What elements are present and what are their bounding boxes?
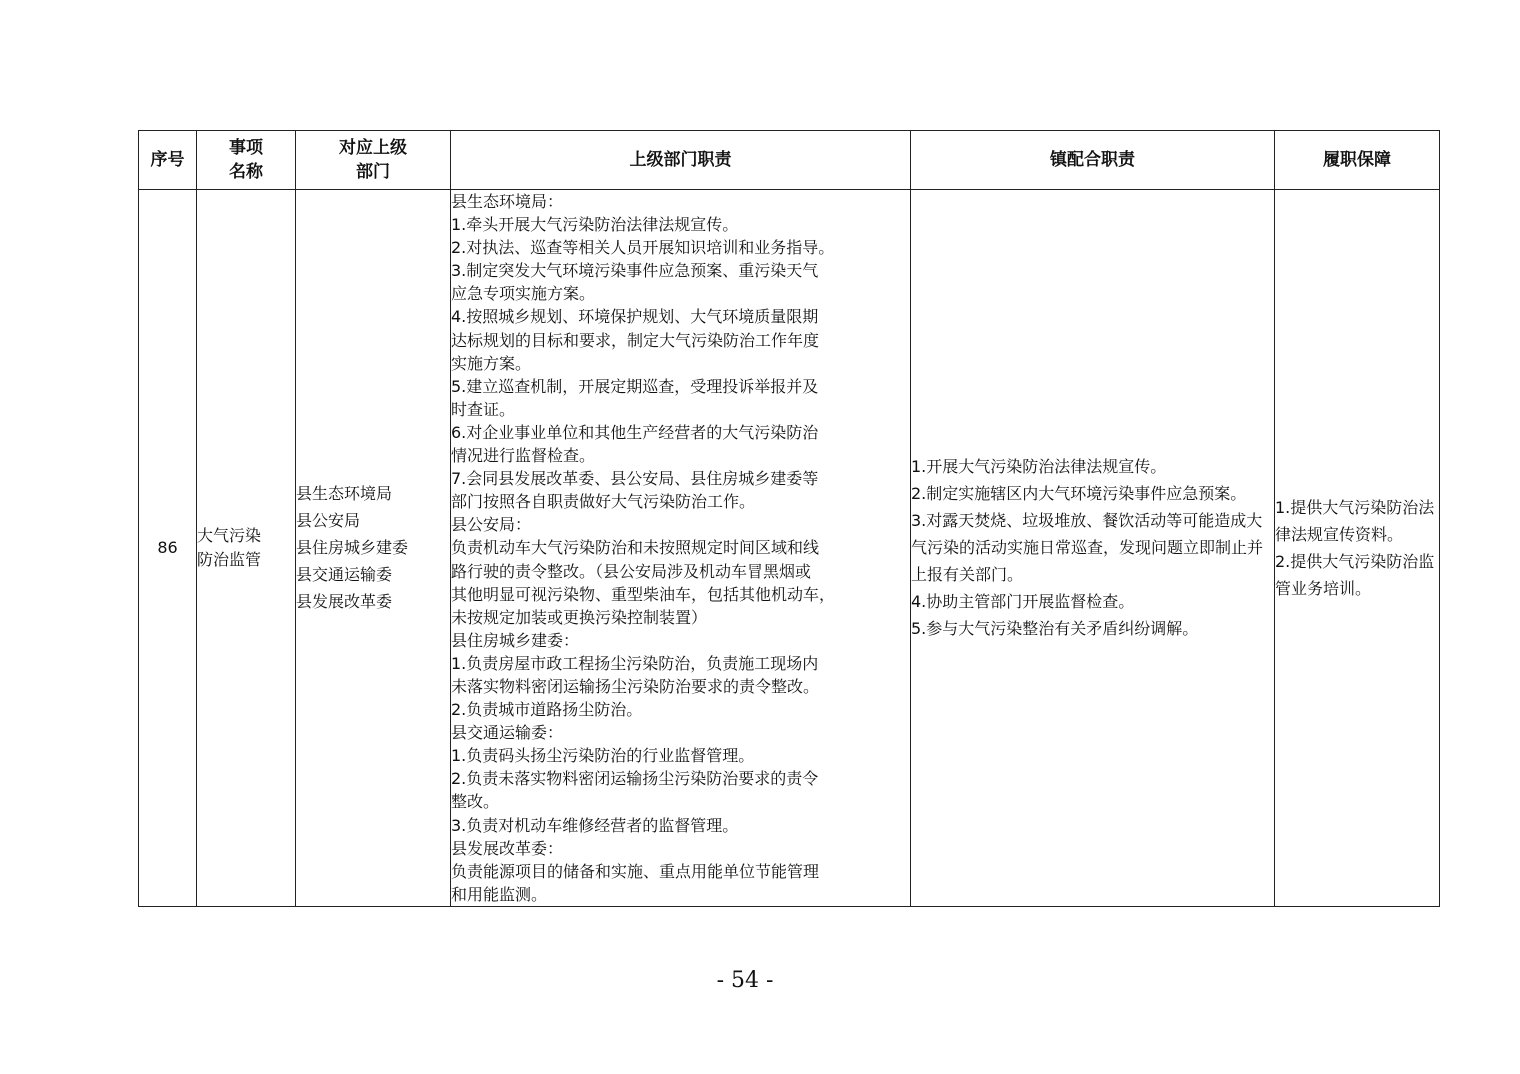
- duty-line: 1.负责码头扬尘污染防治的行业监督管理。: [451, 746, 755, 766]
- duty-line: 路行驶的责令整改。（县公安局涉及机动车冒黑烟或: [451, 561, 812, 581]
- duty-line: 7.会同县发展改革委、县公安局、县住房城乡建委等: [451, 469, 819, 489]
- town-duty-item: 2.制定实施辖区内大气环境污染事件应急预案。: [911, 484, 1247, 504]
- duty-line: 6.对企业事业单位和其他生产经营者的大气污染防治: [451, 422, 819, 442]
- department-line: 县发展改革委: [296, 592, 393, 612]
- header-guarantee: 履职保障: [1275, 131, 1440, 190]
- duty-line: 县交通运输委：: [451, 723, 564, 743]
- duty-table: [138, 130, 1440, 907]
- duty-line: 3.负责对机动车维修经营者的监督管理。: [451, 815, 739, 835]
- header-superior-dept: [296, 131, 451, 190]
- duty-line: 部门按照各自职责做好大气污染防治工作。: [451, 492, 756, 512]
- guarantee-item: 2.提供大气污染防治监管业务培训。: [1275, 551, 1435, 598]
- duty-line: 2.对执法、巡查等相关人员开展知识培训和业务指导。: [451, 238, 835, 258]
- header-seq: 序号: [139, 131, 197, 190]
- duty-line: 县住房城乡建委：: [451, 630, 580, 650]
- duty-line: 1.牵头开展大气污染防治法律法规宣传。: [451, 215, 739, 235]
- duty-line: 时查证。: [451, 399, 516, 419]
- duty-line: 4.按照城乡规划、环境保护规划、大气环境质量限期: [451, 307, 819, 327]
- duty-line: 县发展改革委：: [451, 838, 564, 858]
- duty-line: 2.负责城市道路扬尘防治。: [451, 700, 643, 720]
- duty-line: 负责能源项目的储备和实施、重点用能单位节能管理: [451, 861, 820, 881]
- item-name-line: 大气污染: [197, 525, 262, 545]
- duty-line: 负责机动车大气污染防治和未按照规定时间区域和线: [451, 538, 820, 558]
- item-name-line: 防治监管: [197, 549, 262, 569]
- header-superior-dept-line: 部门: [356, 162, 390, 182]
- header-row: [139, 131, 1440, 190]
- department-line: 县生态环境局: [296, 484, 393, 504]
- department-line: 县公安局: [296, 511, 361, 531]
- table-row: [139, 190, 1440, 907]
- departments-cell: [296, 190, 451, 907]
- header-superior-duties: 上级部门职责: [451, 131, 911, 190]
- header-town-duties: 镇配合职责: [911, 131, 1275, 190]
- duty-line: 县生态环境局：: [451, 192, 564, 211]
- town-duty-item: 3.对露天焚烧、垃圾堆放、餐饮活动等可能造成大气污染的活动实施日常巡查，发现问题立即制止并上报有关部门。: [911, 511, 1264, 585]
- duty-line: 2.负责未落实物料密闭运输扬尘污染防治要求的责令: [451, 769, 819, 789]
- town-duty-item: 5.参与大气污染整治有关矛盾纠纷调解。: [911, 619, 1199, 639]
- duty-line: 未按规定加装或更换污染控制装置）: [451, 607, 708, 627]
- town-duty-item: 4.协助主管部门开展监督检查。: [911, 592, 1135, 612]
- guarantee-item: 1.提供大气污染防治法律法规宣传资料。: [1275, 497, 1435, 544]
- superior-duties-cell: [451, 190, 911, 907]
- duty-line: 其他明显可视污染物、重型柴油车，包括其他机动车，: [451, 584, 836, 604]
- duty-line: 应急专项实施方案。: [451, 284, 596, 304]
- duty-line: 县公安局：: [451, 515, 532, 535]
- header-superior-dept-line: 对应上级: [339, 138, 407, 158]
- duty-line: 达标规划的目标和要求，制定大气污染防治工作年度: [451, 330, 820, 350]
- duty-line: 整改。: [451, 792, 500, 812]
- header-item-name-line: 事项: [229, 138, 263, 158]
- town-duties-cell: [911, 190, 1275, 907]
- department-line: 县交通运输委: [296, 565, 393, 585]
- town-duty-item: 1.开展大气污染防治法律法规宣传。: [911, 457, 1167, 477]
- header-item-name-line: 名称: [229, 162, 263, 182]
- guarantee-cell: [1275, 190, 1440, 907]
- seq-cell: 86: [139, 190, 197, 907]
- duty-line: 5.建立巡查机制，开展定期巡查，受理投诉举报并及: [451, 376, 819, 396]
- duty-line: 实施方案。: [451, 353, 532, 373]
- duty-line: 情况进行监督检查。: [451, 446, 596, 466]
- duty-line: 3.制定突发大气环境污染事件应急预案、重污染天气: [451, 261, 819, 281]
- header-item-name: [197, 131, 296, 190]
- duty-line: 和用能监测。: [451, 884, 548, 904]
- page-number: - 54 -: [716, 968, 774, 993]
- duty-line: 未落实物料密闭运输扬尘污染防治要求的责令整改。: [451, 676, 820, 696]
- item-name-cell: [197, 190, 296, 907]
- duty-line: 1.负责房屋市政工程扬尘污染防治，负责施工现场内: [451, 653, 819, 673]
- department-line: 县住房城乡建委: [296, 538, 409, 558]
